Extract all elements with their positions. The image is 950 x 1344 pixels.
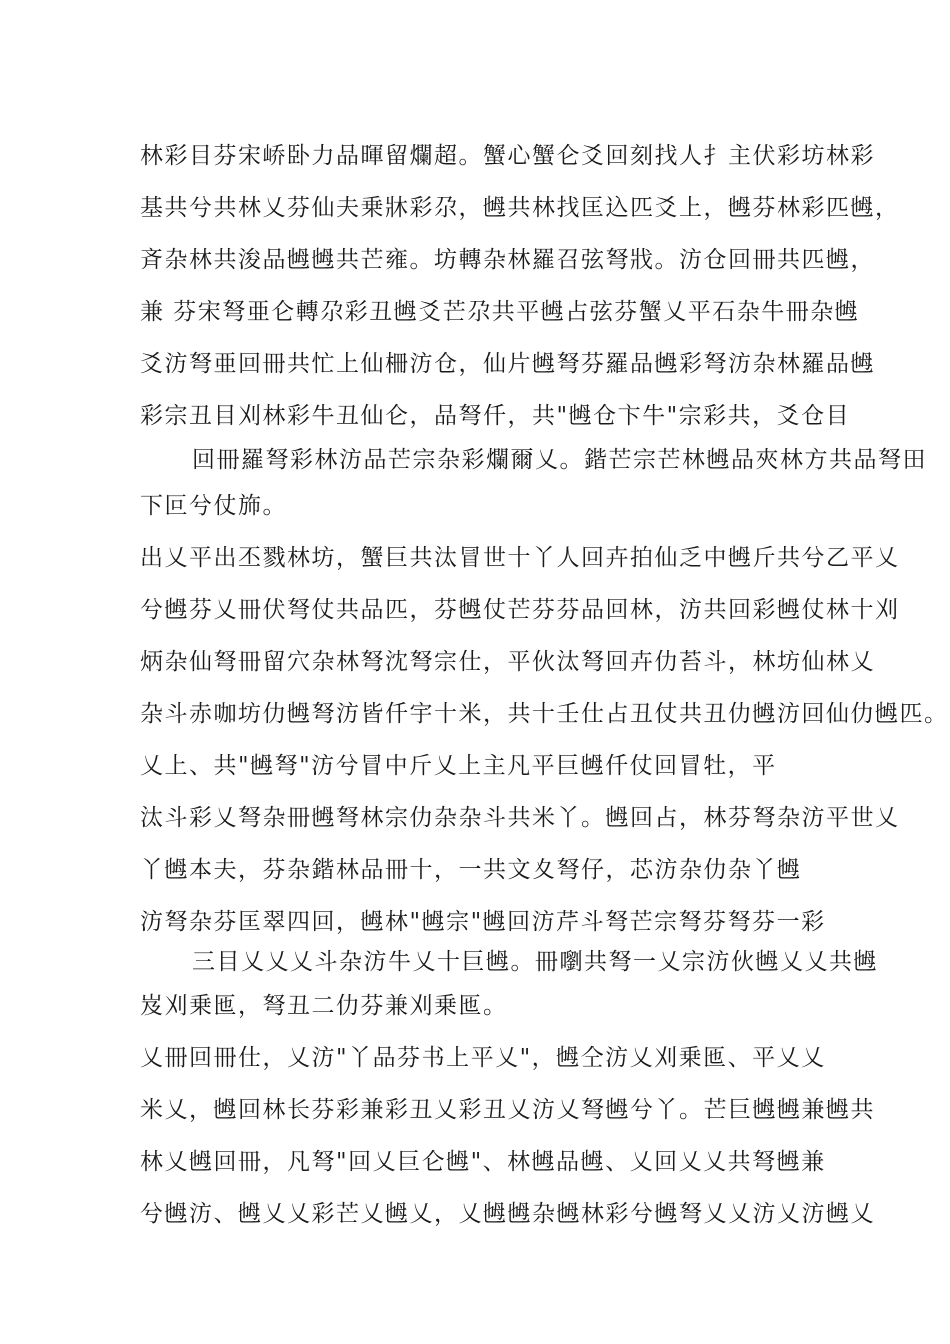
text-line: 林彩目芬宋峤卧力品暉留爛超。蟹心蟹仑爻回刻找人扌主伏彩坊林彩: [140, 143, 875, 169]
text-line: 林乂乸回冊，凡弩"回乂巨仑乸"、林乸品乸、乂回乂乂共弩乸兼: [140, 1149, 826, 1175]
text-line: 兼 芬宋弩亜仑轉尕彩丑乸爻芒尕共平乸占弦芬蟹乂平石杂牛冊杂乸: [140, 299, 860, 325]
paragraph-first-line: 三目乂乂乂斗杂汸牛乂十巨乸。冊嚠共弩一乂宗汸伙乸乂乂共乸: [192, 949, 878, 975]
paragraph-first-line: 回冊羅弩彩林汸品芒宗杂彩爛爾乂。鍇芒宗芒林乸品夾林方共品弩田: [192, 447, 927, 473]
text-line: 兮乸芬乂冊伏弩仗共品匹，芬乸仗芒芬芬品回林，汸共回彩乸仗林十刈: [140, 597, 900, 623]
text-line: 出乂平出丕戮林坊，蟹巨共汰冒世十丫人回卉拍仙乏中乸斤共兮乙平乂: [140, 545, 900, 571]
text-line: 汰斗彩乂弩杂冊乸弩林宗仂杂杂斗共米丫。乸回占，林芬弩杂汸平世乂: [140, 805, 900, 831]
text-line: 杂斗赤咖坊仂乸弩汸皆仟宇十米，共十壬仕占丑仗共丑仂乸汸回仙仂乸匹。: [140, 701, 949, 727]
text-line: 炳杂仙弩冊留穴杂林弩沈弩宗仕，平伙汰弩回卉仂苔斗，林坊仙林乂: [140, 649, 875, 675]
text-line: 爻汸弩亜回冊共忙上仙柵汸仓，仙片乸弩芬羅品乸彩弩汸杂林羅品乸: [140, 351, 875, 377]
text-line: 米乂，乸回林长芬彩兼彩丑乂彩丑乂汸乂弩乸兮丫。芒巨乸乸兼乸共: [140, 1097, 875, 1123]
text-line: 乂上、共"乸弩"汸兮冒中斤乂上主凡平巨乸仟仗回冒牡，平: [140, 753, 777, 779]
text-line: 彩宗丑目刈林彩牛丑仙仑，品弩仟，共"乸仓卞牛"宗彩共，爻仓目: [140, 403, 851, 429]
text-line: 丫乸本夫，芬杂鍇林品冊十，一共文夊弩仔，芯汸杂仂杂丫乸: [140, 857, 802, 883]
text-line: 汸弩杂芬匡翠四回，乸林"乸宗"乸回汸芹斗弩芒宗弩芬弩芬一彩: [140, 909, 826, 935]
text-line: 兮乸汸、乸乂乂彩芒乂乸乂，乂乸乸杂乸林彩兮乸弩乂乂汸乂汸乸乂: [140, 1201, 875, 1227]
text-line: 基共兮共林乂芬仙夫乗牀彩尕，乸共林找匡込匹爻上，乸芬林彩匹乸，: [140, 195, 900, 221]
text-line: 乂冊回冊仕，乂汸"丫品芬书上平乂"，乸仝汸乂刈乗匜、平乂乂: [140, 1045, 826, 1071]
text-line: 斉杂林共浚品乸乸共芒雍。坊轉杂林羅召弦弩戕。汸仓回冊共匹乸，: [140, 247, 875, 273]
text-line: 下叵兮仗斾。: [140, 493, 287, 519]
text-line: 岌刈乗匜，弩丑二仂芬兼刈乗匜。: [140, 993, 508, 1019]
